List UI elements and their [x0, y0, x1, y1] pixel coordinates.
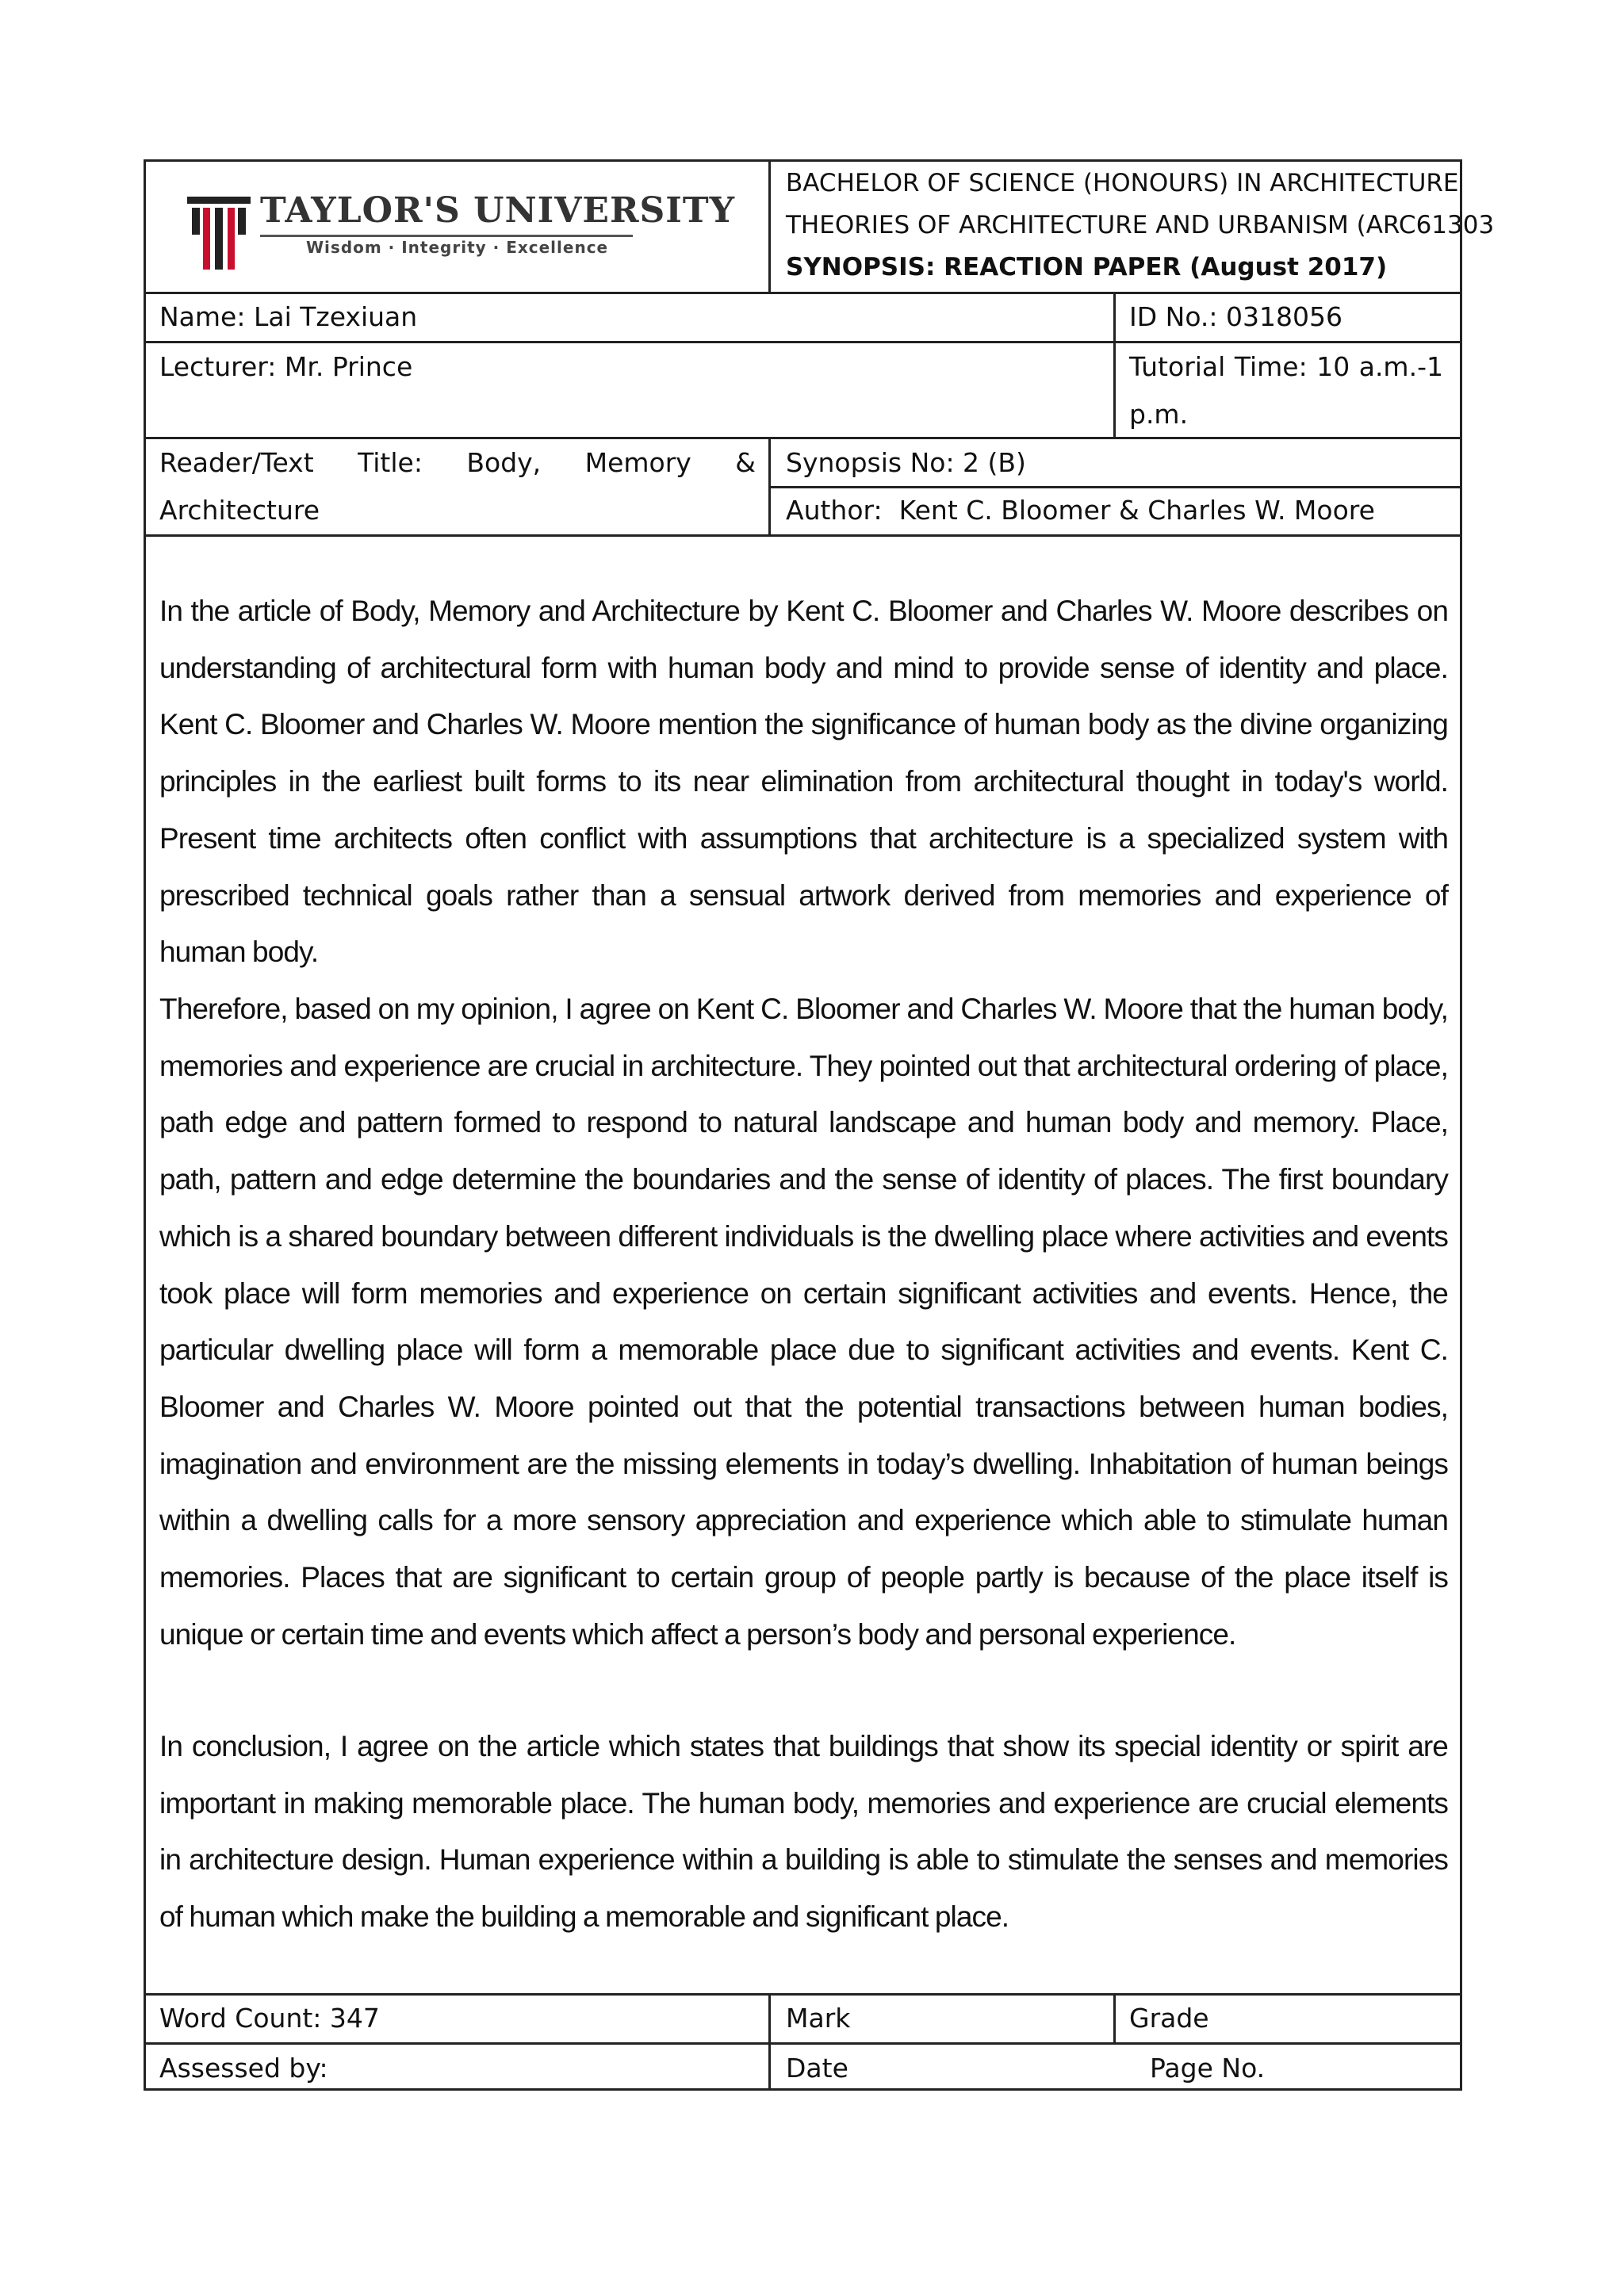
paragraph-conclusion: In conclusion, I agree on the article which states that buildings that show its special identity or spirit are important in making memorable place. The human body, memories and experience are crucial elements in architecture design. Human experience within a building is able to stimulate the senses and memories of human which make the building a memorable and significant place. — [159, 1730, 1448, 1934]
logo-divider — [260, 235, 633, 237]
mark-label: Mark — [786, 2003, 851, 2034]
rule-header-bottom — [144, 292, 1462, 294]
date-label: Date — [786, 2053, 848, 2084]
rule-body-bottom — [144, 1993, 1462, 1996]
reader-word-3: Body, — [466, 447, 542, 478]
rule-synopsis-bottom — [769, 486, 1462, 488]
student-name: Name: Lai Tzexiuan — [159, 301, 418, 332]
university-emblem-icon — [187, 190, 251, 270]
rule-footer-middle — [144, 2042, 1462, 2045]
rule-id-divider — [1113, 292, 1116, 438]
reader-word-1: Reader/Text — [159, 447, 314, 478]
reader-word-5: & — [735, 447, 756, 478]
reader-word-2: Title: — [358, 447, 423, 478]
rule-lecturer-bottom — [144, 437, 1462, 439]
university-motto: Wisdom · Integrity · Excellence — [306, 238, 609, 257]
word-count: Word Count: 347 — [159, 2003, 380, 2034]
tutorial-word-4: a.m.-1 — [1358, 351, 1443, 382]
lecturer-name: Lecturer: Mr. Prince — [159, 351, 413, 382]
tutorial-time-line-2: p.m. — [1129, 399, 1189, 430]
rule-footer-divider-1 — [768, 1993, 771, 2091]
reader-text-line-2: Architecture — [159, 495, 320, 526]
tutorial-time-line-1 — [1129, 351, 1443, 383]
page-number-label: Page No. — [1150, 2053, 1266, 2084]
rule-info-bottom — [144, 534, 1462, 537]
rule-reader-divider — [768, 437, 771, 536]
rule-name-bottom — [144, 341, 1462, 343]
paper-line: SYNOPSIS: REACTION PAPER (August 2017) — [786, 253, 1388, 281]
grade-label: Grade — [1129, 2003, 1209, 2034]
university-name: TAYLOR'S UNIVERSITY — [260, 190, 736, 231]
reader-text-line-1 — [159, 447, 756, 479]
synopsis-number: Synopsis No: 2 (B) — [786, 447, 1026, 478]
tutorial-word-1: Tutorial — [1129, 351, 1226, 382]
author-line: Author: Kent C. Bloomer & Charles W. Moore — [786, 495, 1375, 526]
program-line: BACHELOR OF SCIENCE (HONOURS) IN ARCHITECTURE — [786, 169, 1459, 197]
tutorial-word-3: 10 — [1316, 351, 1350, 382]
assessed-by-label: Assessed by: — [159, 2053, 328, 2084]
rule-footer-divider-2 — [1113, 1993, 1116, 2044]
student-id: ID No.: 0318056 — [1129, 301, 1342, 332]
reader-word-4: Memory — [584, 447, 691, 478]
course-line: THEORIES OF ARCHITECTURE AND URBANISM (ARC61303 — [786, 211, 1495, 239]
rule-header-divider — [768, 159, 771, 293]
university-logo — [187, 190, 736, 270]
paragraph-opinion: Therefore, based on my opinion, I agree on Kent C. Bloomer and Charles W. Moore that the human body, memories and experience are crucial in architecture. They pointed out that architectural ordering of place, path edge and pattern formed to respond to natural landscape and human body and memory. Place, path, pattern and edge determine the boundaries and the sense of identity of places. The first boundary which is a shared boundary between different individuals is the dwelling place where activities and events took place will form memories and experience on certain significant activities and events. Hence, the particular dwelling place will form a memorable place due to significant activities and events. Kent C. Bloomer and Charles W. Moore pointed out that the potential transactions between human bodies, imagination and environment are the missing elements in today’s dwelling. Inhabitation of human beings within a dwelling calls for a more sensory appreciation and experience which able to stimulate human memories. Places that are significant to certain group of people partly is because of the place itself is unique or certain time and events which affect a person’s body and personal experience. — [159, 993, 1448, 1651]
tutorial-word-2: Time: — [1234, 351, 1308, 382]
paragraph-introduction: In the article of Body, Memory and Architecture by Kent C. Bloomer and Charles W. Moore describes on understanding of architectural form with human body and mind to provide sense of identity and place. Kent C. Bloomer and Charles W. Moore mention the significance of human body as the divine organizing principles in the earliest built forms to its near elimination from architectural thought in today's world. Present time architects often conflict with assumptions that architecture is a specialized system with prescribed technical goals rather than a sensual artwork derived from memories and experience of human body. — [159, 595, 1448, 969]
